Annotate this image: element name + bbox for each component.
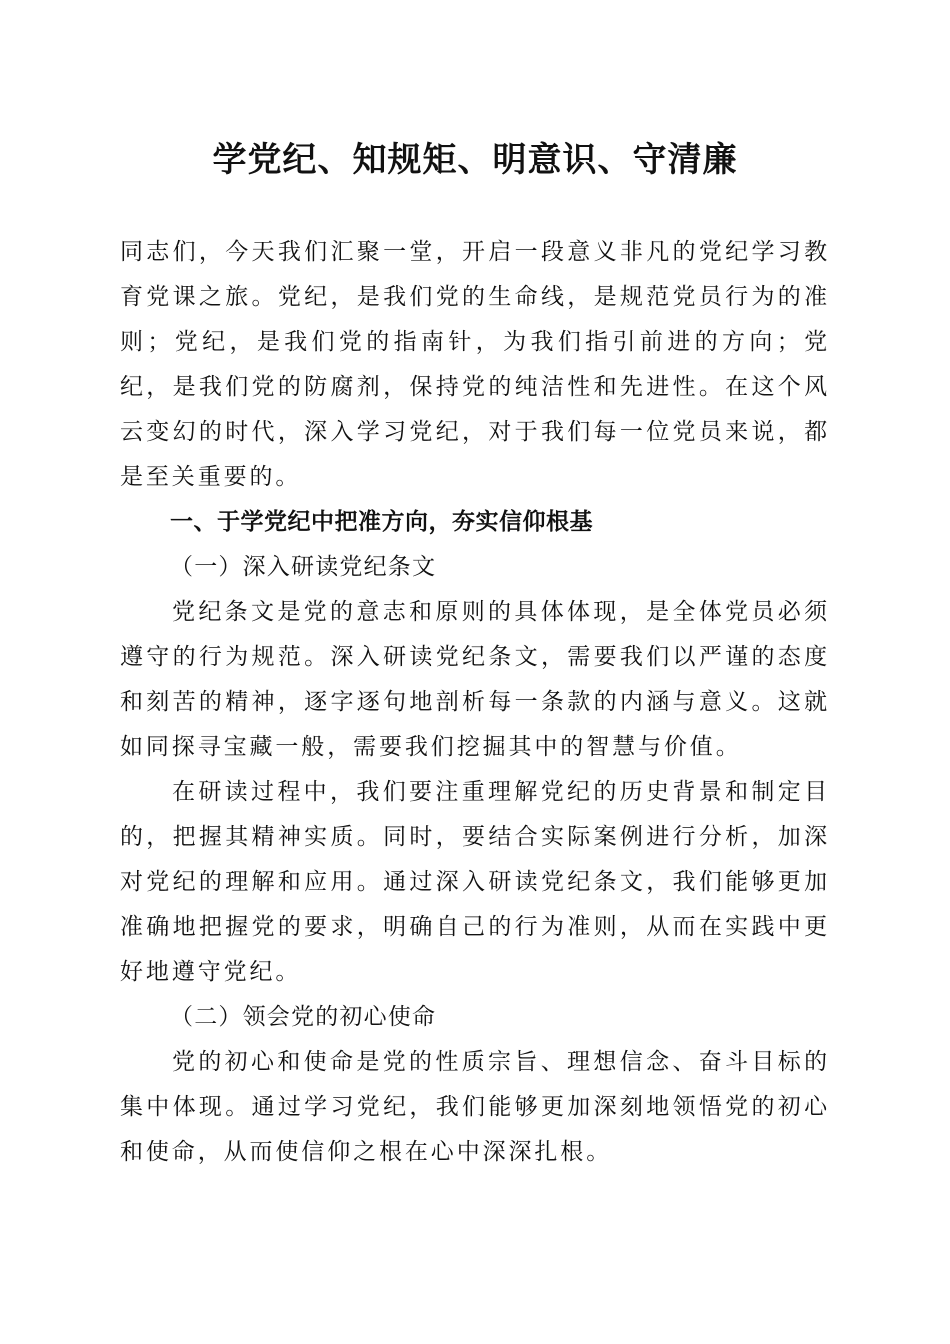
body-paragraph: 在研读过程中，我们要注重理解党纪的历史背景和制定目的，把握其精神实质。同时，要结合实际案例进行分析，加深对党纪的理解和应用。通过深入研读党纪条文，我们能够更加准确地把握党的要求，明确自己的行为准则，从而在实践中更好地遵守党纪。 xyxy=(120,779,830,985)
body-paragraph: 党纪条文是党的意志和原则的具体体现，是全体党员必须遵守的行为规范。深入研读党纪条文，需要我们以严谨的态度和刻苦的精神，逐字逐句地剖析每一条款的内涵与意义。这就如同探寻宝藏一般，需要我们挖掘其中的智慧与价值。 xyxy=(120,599,830,760)
intro-paragraph: 同志们，今天我们汇聚一堂，开启一段意义非凡的党纪学习教育党课之旅。党纪，是我们党的生命线，是规范党员行为的准则；党纪，是我们党的指南针，为我们指引前进的方向；党纪，是我们党的防腐剂，保持党的纯洁性和先进性。在这个风云变幻的时代，深入学习党纪，对于我们每一位党员来说，都是至关重要的。 xyxy=(120,239,830,490)
body-paragraph: 党的初心和使命是党的性质宗旨、理想信念、奋斗目标的集中体现。通过学习党纪，我们能够更加深刻地领悟党的初心和使命，从而使信仰之根在心中深深扎根。 xyxy=(120,1049,830,1165)
subsection-heading-2: （二）领会党的初心使命 xyxy=(170,1004,437,1030)
subsection-heading-1: （一）深入研读党纪条文 xyxy=(170,554,437,580)
document-body xyxy=(120,230,830,1175)
section-heading-1: 一、于学党纪中把准方向，夯实信仰根基 xyxy=(170,509,593,535)
document-title: 学党纪、知规矩、明意识、守清廉 xyxy=(212,140,738,180)
